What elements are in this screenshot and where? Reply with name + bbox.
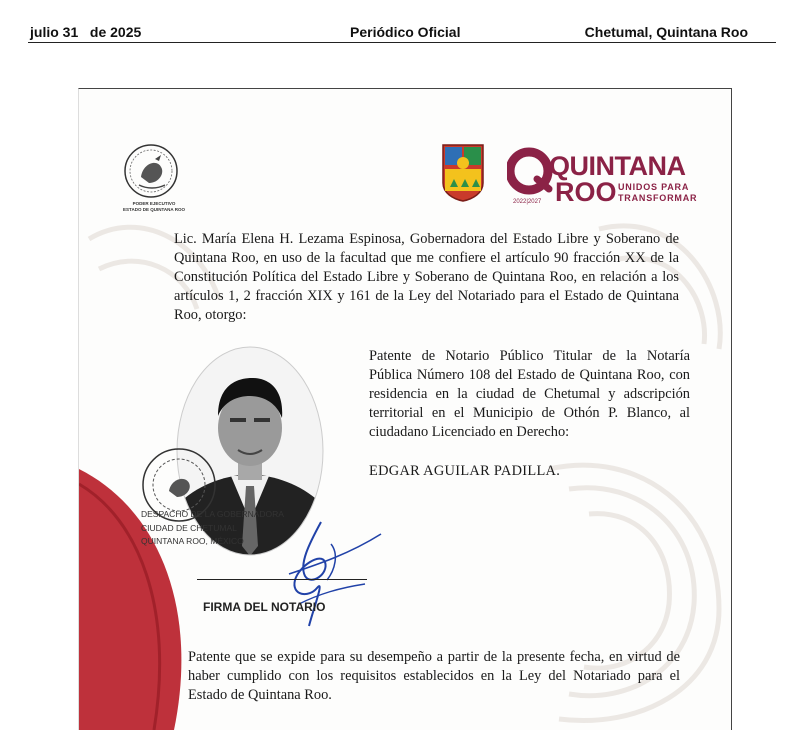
quintana-roo-logo (507, 141, 697, 211)
mexico-coat-of-arms-icon (119, 139, 183, 203)
official-stamp-text: DESPACHO DE LA GOBERNADORA CIUDAD DE CHETUMAL QUINTANA ROO, MÉXICO (141, 509, 284, 546)
notary-signature (269, 514, 389, 634)
closing-paragraph: Patente que se expide para su desempeño a partir de la presente fecha, en virtud de haber cumplido con los requisitos establecidos en la Ley del Notariado para el Estado de Quintana Roo. (188, 649, 680, 703)
notary-name: EDGAR AGUILAR PADILLA. (369, 463, 561, 479)
signature-label: FIRMA DEL NOTARIO (203, 600, 326, 614)
quintana-roo-crest-icon (440, 139, 486, 203)
header-publication: Periódico Oficial (350, 24, 461, 40)
header-location: Chetumal, Quintana Roo (584, 24, 748, 40)
intro-paragraph: Lic. María Elena H. Lezama Espinosa, Gobernadora del Estado Libre y Soberano de Quintana Roo, en uso de la facultad que me confiere el artículo 90 fracción XX de la Constitución Política del Estado Libre y Soberano de Quintana Roo, en relación a los artículos 1, 2 fracción XIX y 161 de la Ley del Notariado para el Estado de Quintana Roo, otorgo: (174, 231, 679, 323)
logo-word-roo: ROO (555, 177, 617, 207)
logo-slogan-line1: UNIDOS PARA (618, 182, 690, 192)
signature-line (197, 579, 367, 580)
header-date: julio 31 de 2025 (30, 24, 142, 40)
logo-word-quintana: QUINTANA (549, 151, 686, 181)
logo-years: 2022|2027 (513, 199, 542, 205)
scanned-patent-document (78, 88, 732, 730)
patent-paragraph: Patente de Notario Público Titular de la Notaría Pública Número 108 del Estado de Quintana Roo, con residencia en la ciudad de Chetumal y adscripción territorial en el Municipio de Othón P. Blanco, al ciudadano Licenciado en Derecho: (369, 348, 690, 440)
logo-slogan-line2: TRANSFORMAR (618, 193, 697, 203)
header-divider (28, 42, 776, 43)
mexico-seal-caption: PODER EJECUTIVO ESTADO DE QUINTANA ROO (123, 201, 185, 212)
